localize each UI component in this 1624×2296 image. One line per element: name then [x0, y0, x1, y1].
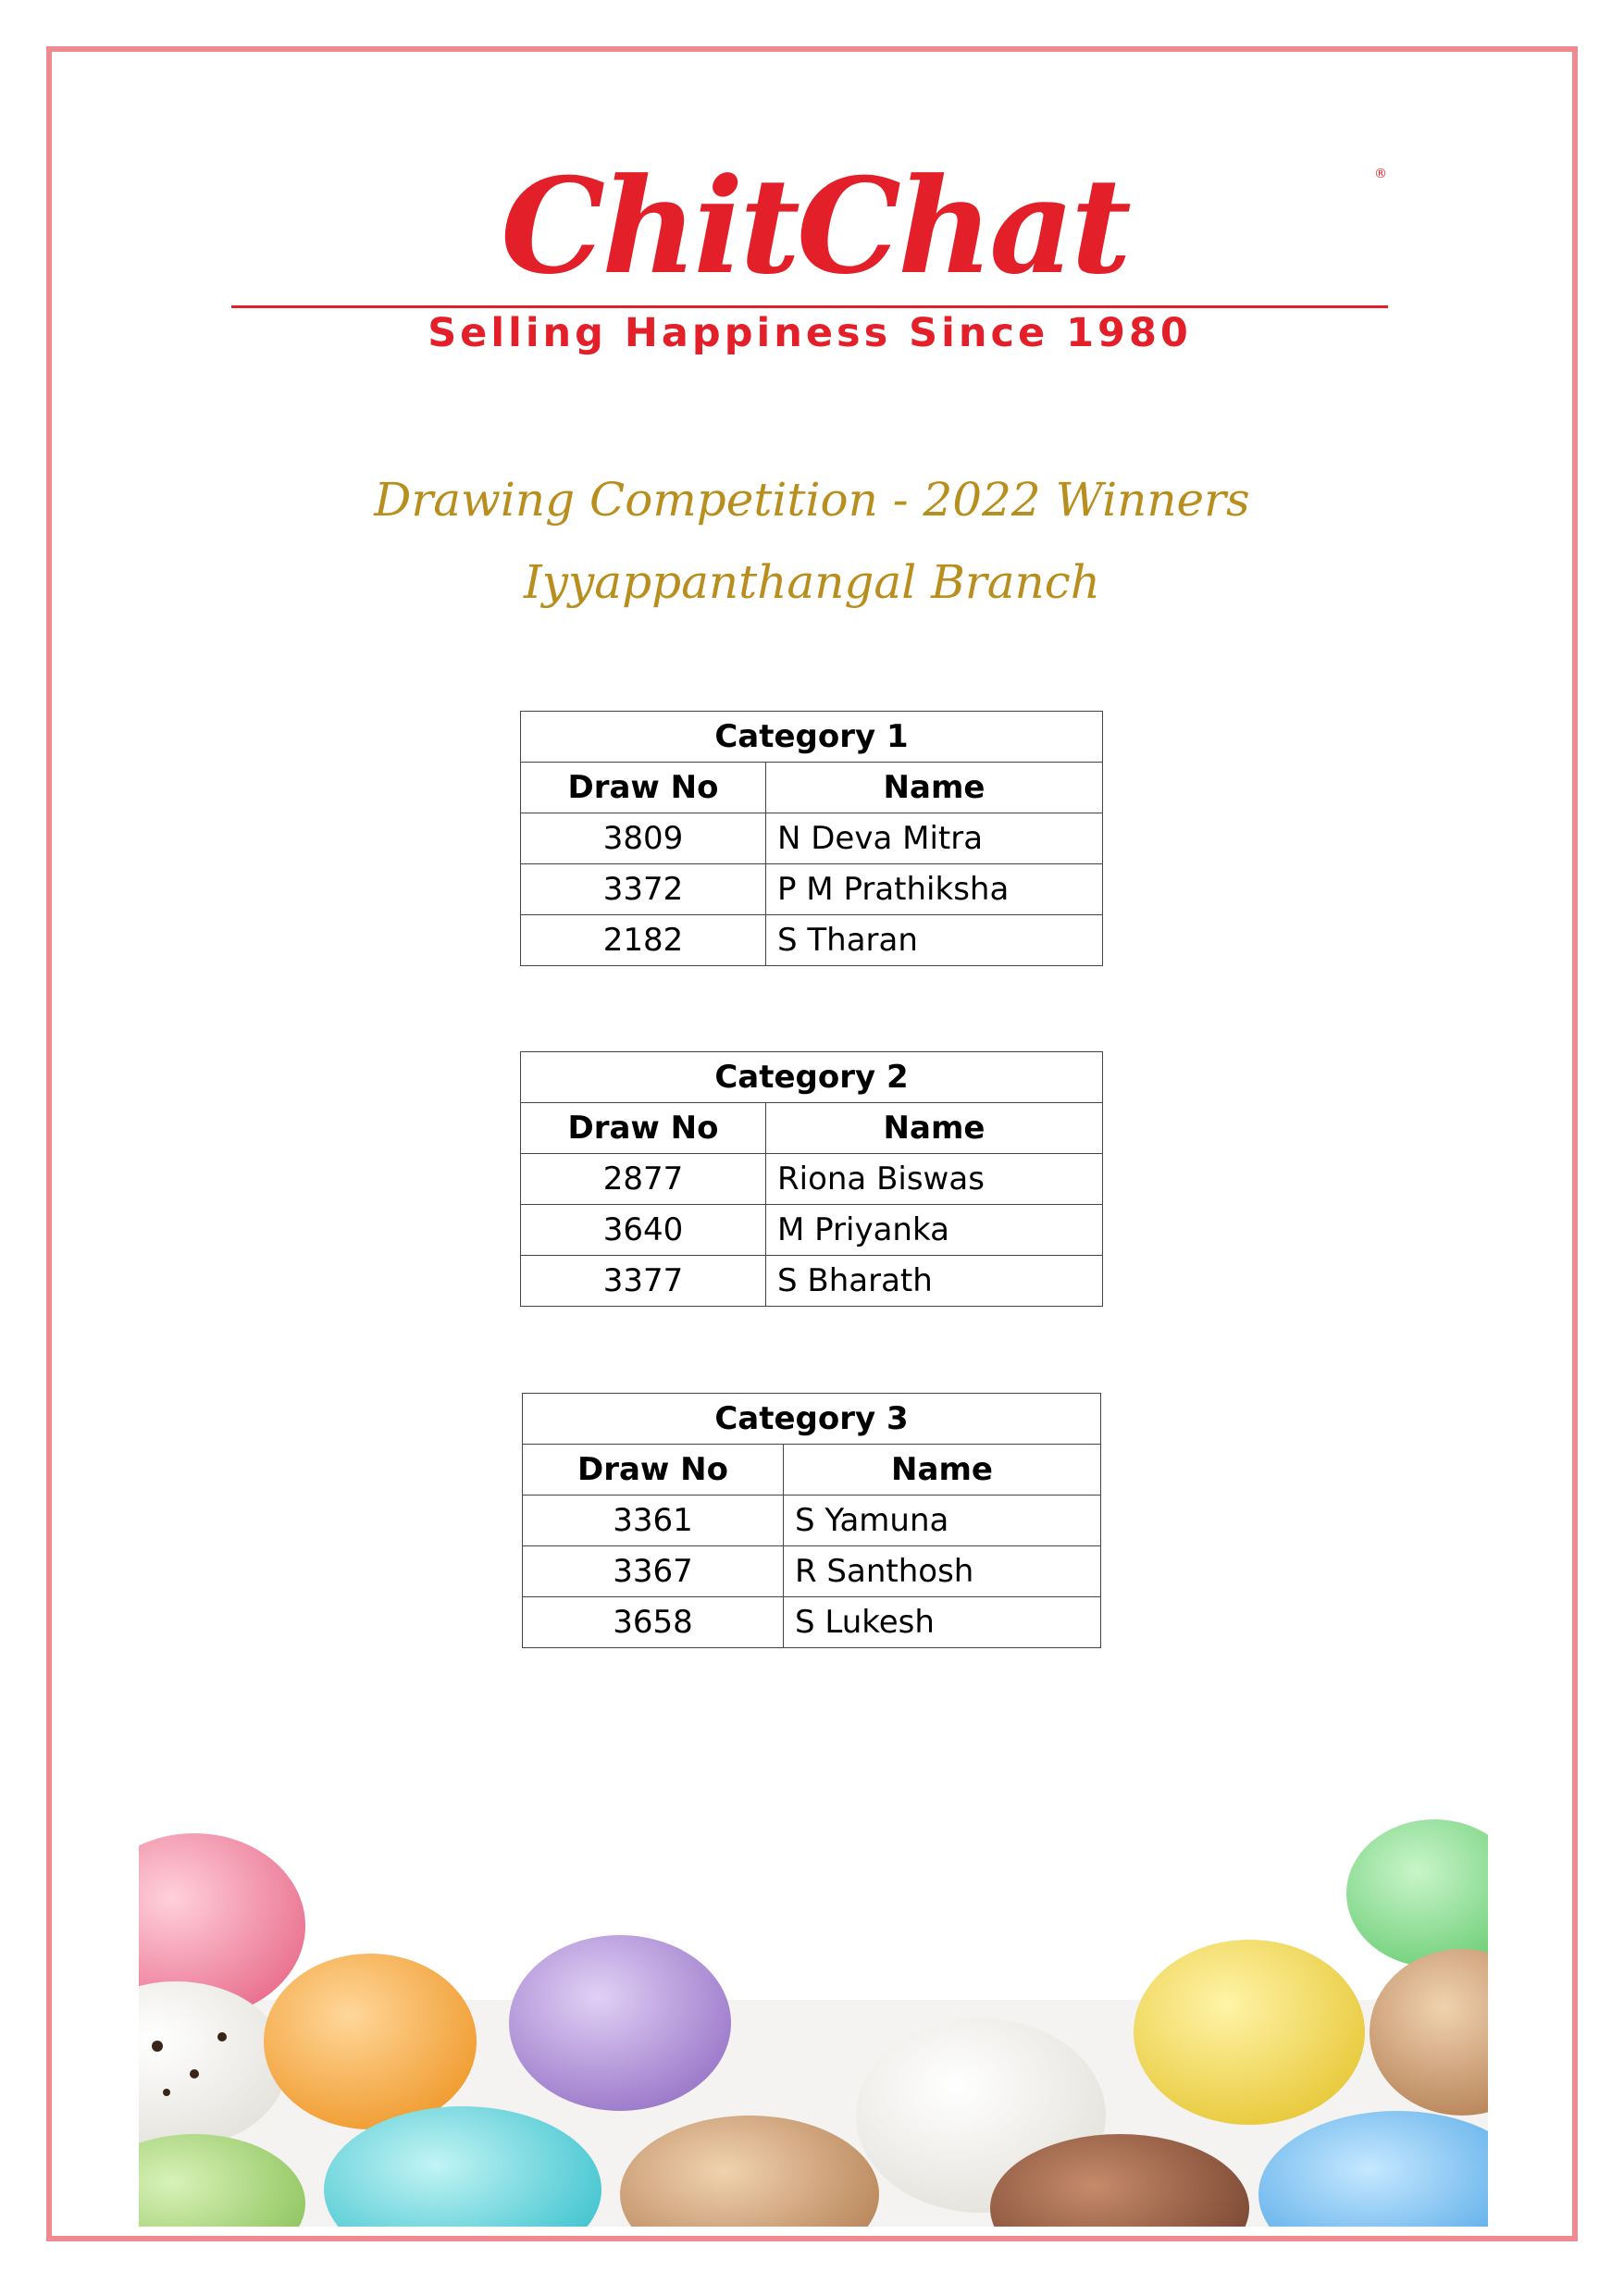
- col-header-name: Name: [784, 1445, 1101, 1496]
- draw-no-cell: 3640: [521, 1205, 766, 1256]
- col-header-draw-no: Draw No: [521, 1103, 766, 1154]
- logo-tagline: Selling Happiness Since 1980: [428, 310, 1192, 356]
- name-cell: P M Prathiksha: [766, 864, 1103, 915]
- name-cell: S Tharan: [766, 915, 1103, 966]
- ice-cream-scoops-image: [139, 1796, 1488, 2227]
- table-row: [521, 915, 1103, 966]
- name-cell: R Santhosh: [784, 1546, 1101, 1597]
- category-3-table: [522, 1393, 1101, 1648]
- draw-no-cell: 3809: [521, 813, 766, 864]
- col-header-draw-no: Draw No: [521, 763, 766, 813]
- name-cell: N Deva Mitra: [766, 813, 1103, 864]
- table-title: Category 2: [521, 1052, 1103, 1103]
- table-title: Category 3: [523, 1394, 1101, 1445]
- table-row: [521, 1256, 1103, 1307]
- category-1-table: [520, 711, 1103, 966]
- table-title: Category 1: [521, 712, 1103, 763]
- chitchat-logo: [231, 148, 1397, 361]
- col-header-name: Name: [766, 1103, 1103, 1154]
- table-row: [521, 1205, 1103, 1256]
- col-header-draw-no: Draw No: [523, 1445, 784, 1496]
- draw-no-cell: 3361: [523, 1496, 784, 1546]
- col-header-name: Name: [766, 763, 1103, 813]
- registered-mark: ®: [1374, 167, 1387, 181]
- name-cell: S Yamuna: [784, 1496, 1101, 1546]
- draw-no-cell: 3658: [523, 1597, 784, 1648]
- draw-no-cell: 3372: [521, 864, 766, 915]
- table-row: [521, 813, 1103, 864]
- name-cell: S Bharath: [766, 1256, 1103, 1307]
- draw-no-cell: 2877: [521, 1154, 766, 1205]
- category-2-table: [520, 1051, 1103, 1307]
- competition-title: Drawing Competition - 2022 Winners: [374, 473, 1250, 527]
- draw-no-cell: 3367: [523, 1546, 784, 1597]
- table-row: [523, 1496, 1101, 1546]
- name-cell: M Priyanka: [766, 1205, 1103, 1256]
- branch-title: Iyyappanthangal Branch: [524, 555, 1100, 609]
- table-row: [521, 864, 1103, 915]
- table-row: [523, 1546, 1101, 1597]
- name-cell: Riona Biswas: [766, 1154, 1103, 1205]
- name-cell: S Lukesh: [784, 1597, 1101, 1648]
- table-row: [523, 1597, 1101, 1648]
- table-row: [521, 1154, 1103, 1205]
- logo-brand-text: ChitChat: [501, 150, 1128, 304]
- draw-no-cell: 3377: [521, 1256, 766, 1307]
- draw-no-cell: 2182: [521, 915, 766, 966]
